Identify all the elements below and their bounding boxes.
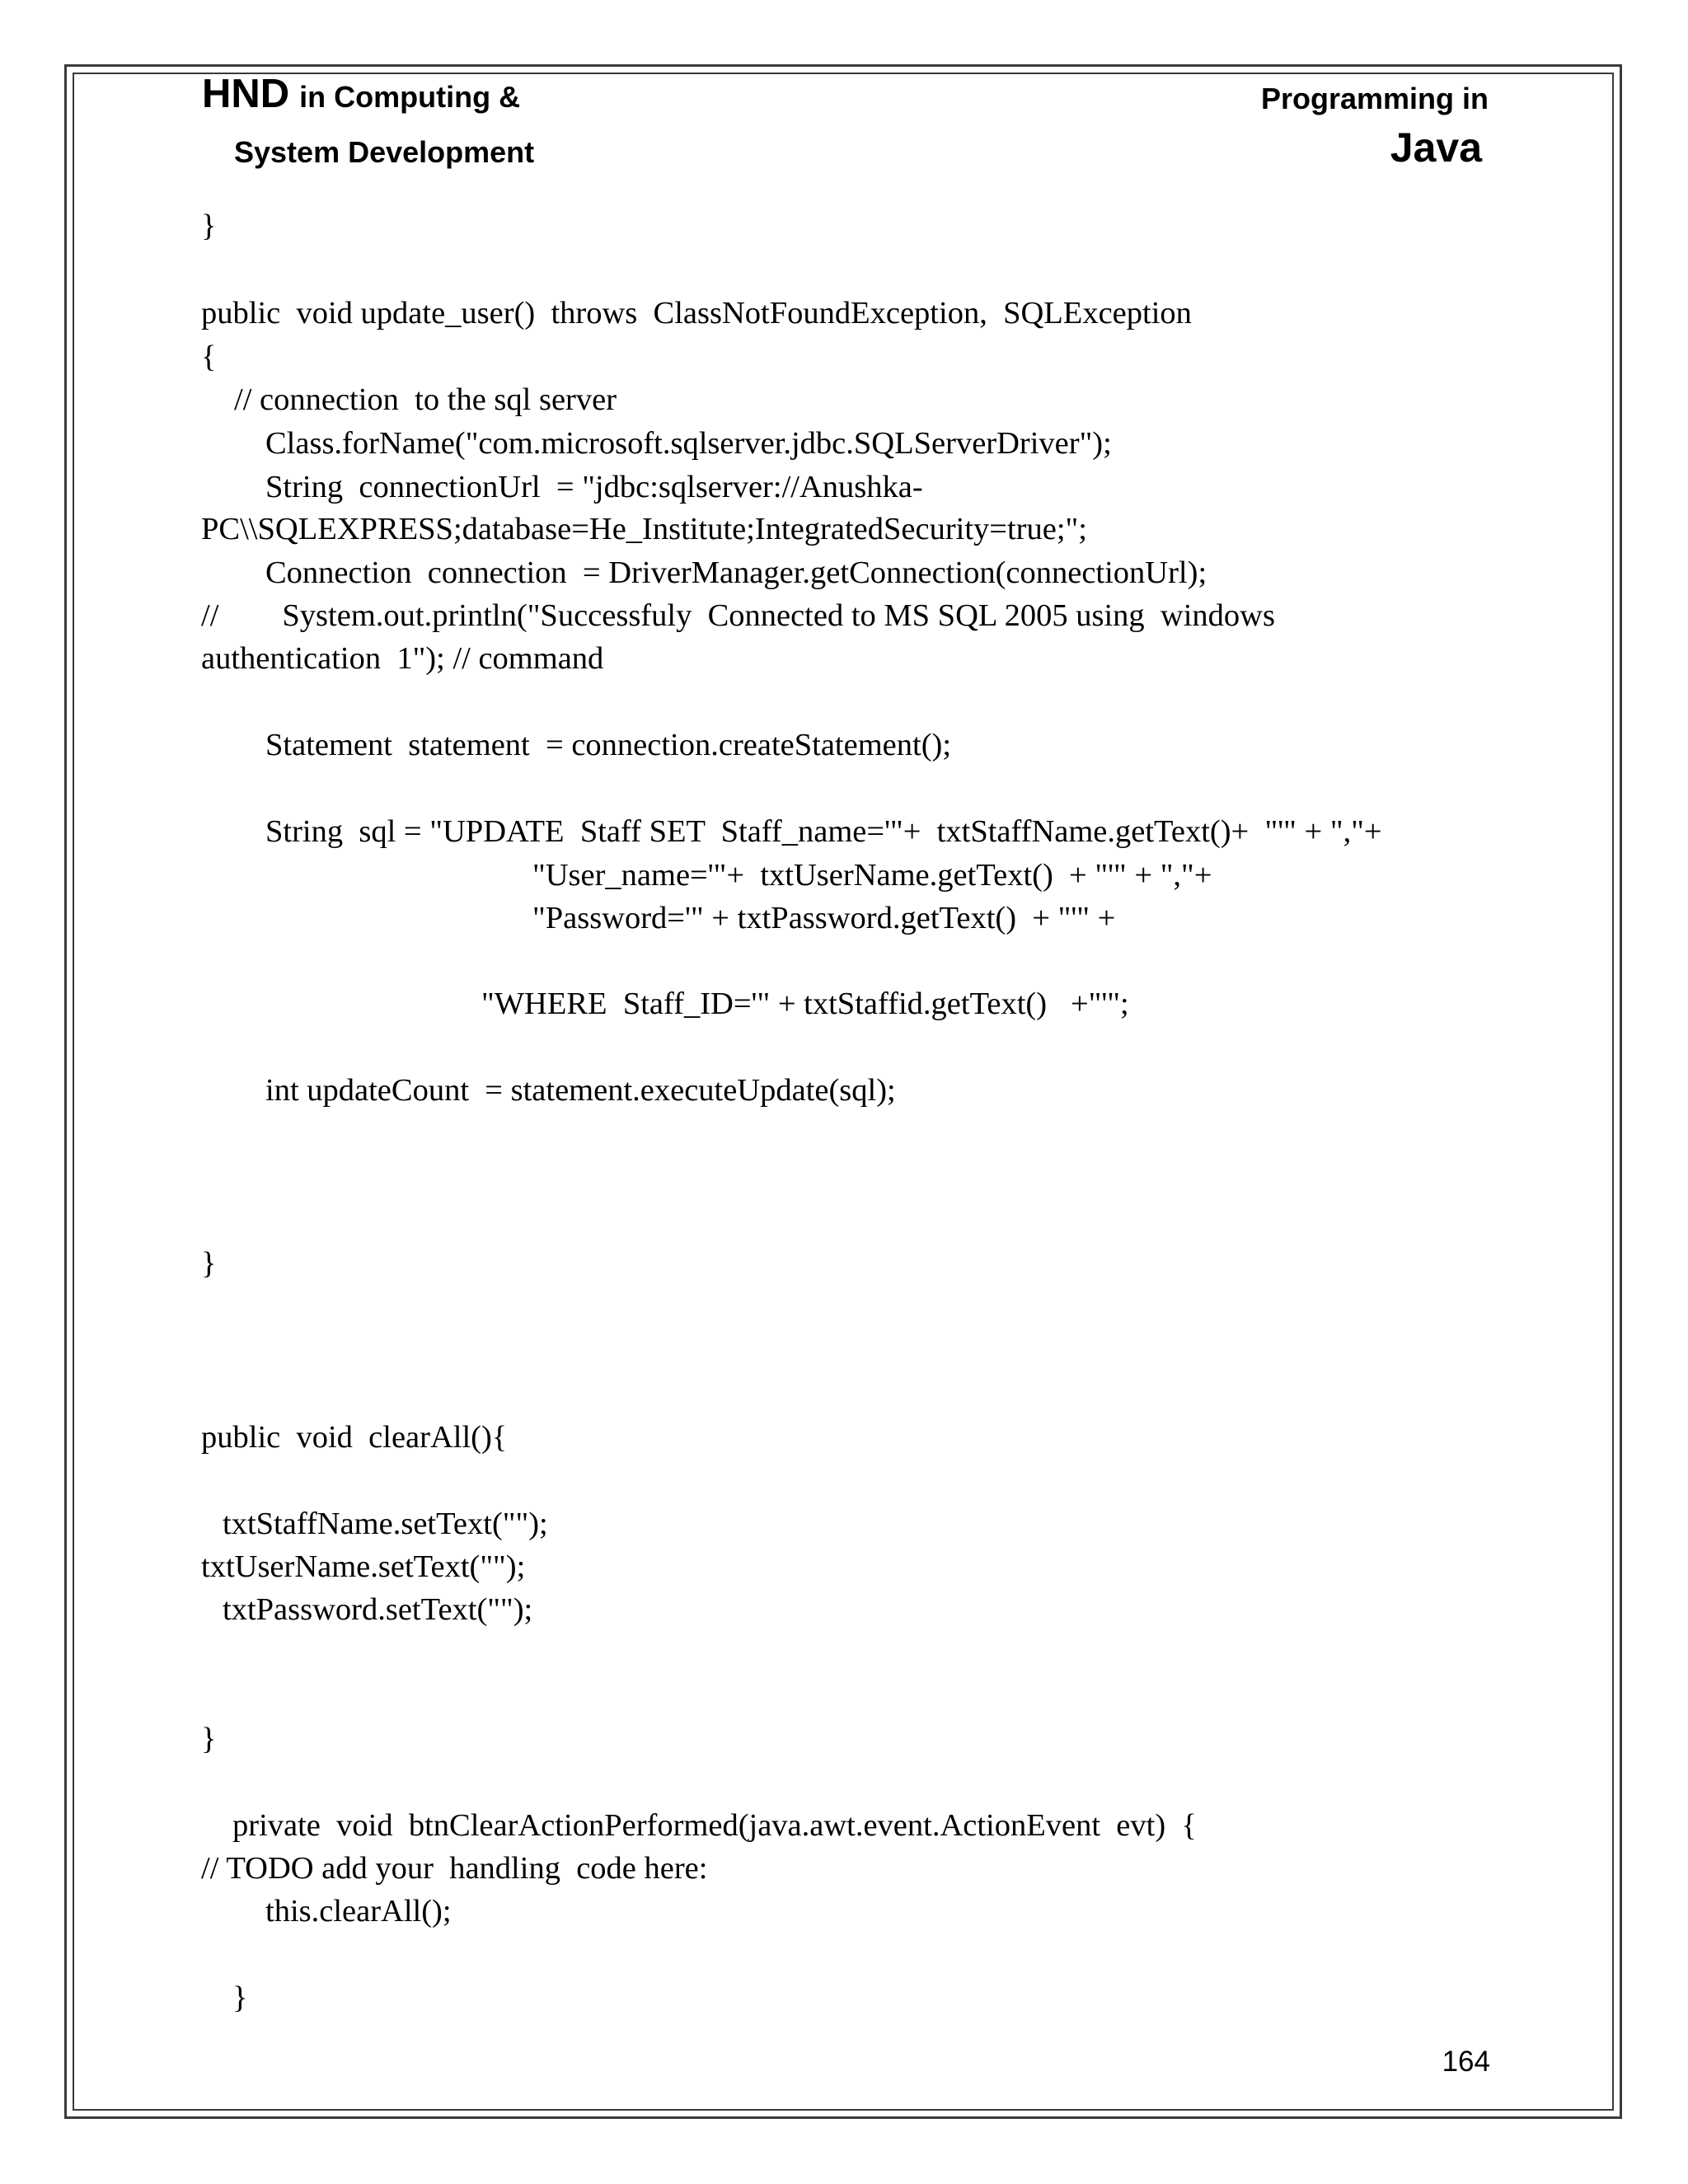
code-line: Statement statement = connection.createStatement(); xyxy=(265,728,952,762)
code-line: txtPassword.setText(""); xyxy=(223,1592,533,1627)
code-line: authentication 1"); // command xyxy=(201,641,604,676)
code-line: { xyxy=(201,340,217,374)
header-system-development: System Development xyxy=(234,135,535,169)
header-programming-in: Programming in xyxy=(1260,82,1489,115)
code-line: String connectionUrl = "jdbc:sqlserver://Anushka- xyxy=(265,470,923,504)
header-course-title xyxy=(202,71,520,117)
code-line: } xyxy=(201,209,217,243)
code-line: public void update_user() throws ClassNotFoundException, SQLException xyxy=(201,296,1192,330)
code-line: public void clearAll(){ xyxy=(201,1420,508,1455)
code-line: "Password='" + txtPassword.getText() + "'" + xyxy=(532,901,1116,935)
code-line: } xyxy=(201,1246,217,1281)
code-line: } xyxy=(201,1722,217,1756)
code-line: // connection to the sql server xyxy=(234,382,617,417)
code-line: Connection connection = DriverManager.getConnection(connectionUrl); xyxy=(265,555,1207,590)
code-line: String sql = "UPDATE Staff SET Staff_name='"+ txtStaffName.getText()+ "'" + ","+ xyxy=(265,814,1382,849)
code-line: "WHERE Staff_ID='" + txtStaffid.getText() +"'"; xyxy=(481,987,1129,1021)
header-hnd: HND xyxy=(202,72,290,116)
header-java: Java xyxy=(1390,124,1482,171)
code-line: // TODO add your handling code here: xyxy=(201,1851,708,1886)
code-line: txtStaffName.setText(""); xyxy=(223,1507,548,1541)
code-line: Class.forName("com.microsoft.sqlserver.jdbc.SQLServerDriver"); xyxy=(265,426,1112,461)
code-line: txtUserName.setText(""); xyxy=(201,1549,526,1584)
page-number: 164 xyxy=(1442,2046,1490,2078)
code-line: "User_name='"+ txtUserName.getText() + "'" + ","+ xyxy=(532,858,1212,893)
code-line: PC\\SQLEXPRESS;database=He_Institute;IntegratedSecurity=true;"; xyxy=(201,512,1087,546)
code-line: } xyxy=(232,1980,248,2015)
code-line: this.clearAll(); xyxy=(265,1894,452,1929)
header-course-subtitle: in Computing & xyxy=(299,80,521,114)
code-line: int updateCount = statement.executeUpdate(sql); xyxy=(265,1073,896,1108)
code-line: private void btnClearActionPerformed(java.awt.event.ActionEvent evt) { xyxy=(232,1808,1197,1843)
code-line: // System.out.println("Successfuly Connected to MS SQL 2005 using windows xyxy=(201,598,1275,633)
